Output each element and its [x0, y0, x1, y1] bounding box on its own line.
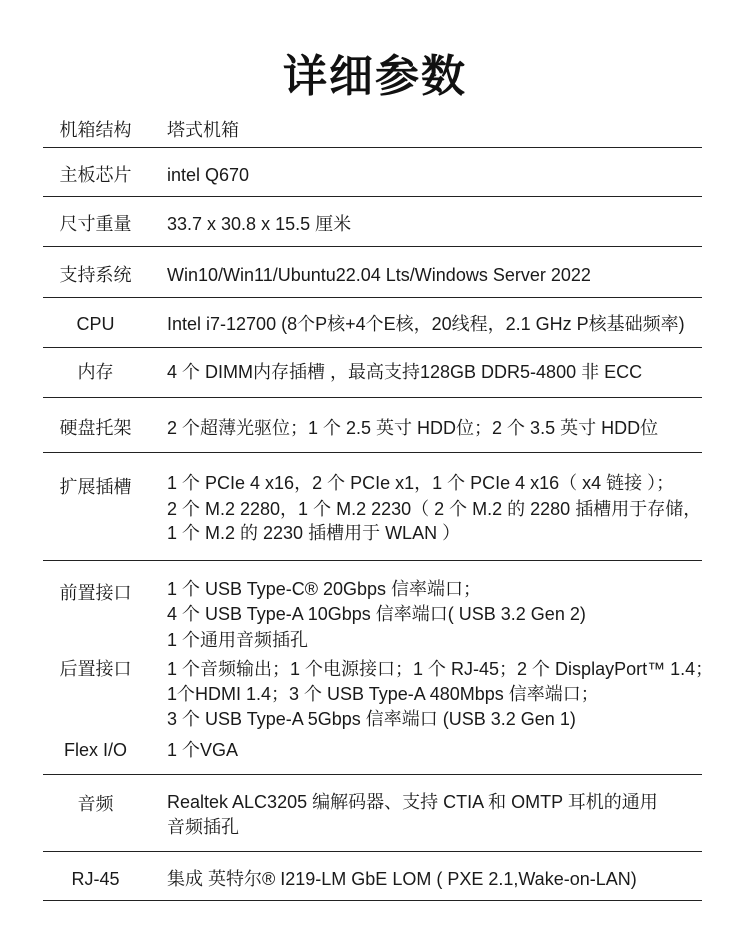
spec-label-rear-ports: 后置接口 — [59, 659, 132, 679]
spec-value-expansion-line: 2 个 M.2 2280，1 个 M.2 2230（ 2 个 M.2 的 2280 插槽用于存储， — [167, 499, 702, 519]
spec-label-flex-io: Flex I/O — [63, 740, 127, 760]
row-divider — [43, 452, 702, 453]
spec-value-rear-ports-line: 3 个 USB Type-A 5Gbps 信率端口 (USB 3.2 Gen 1) — [167, 709, 576, 729]
spec-value-dimensions: 33.7 x 30.8 x 15.5 厘米 — [167, 214, 352, 234]
spec-label-rj45: RJ-45 — [71, 869, 120, 889]
row-divider — [43, 560, 702, 561]
row-divider — [43, 774, 702, 775]
spec-value-audio-line: 音频插孔 — [167, 817, 239, 837]
spec-label-chipset: 主板芯片 — [59, 165, 132, 185]
spec-value-drive-bays: 2 个超薄光驱位；1 个 2.5 英寸 HDD位；2 个 3.5 英寸 HDD位 — [167, 418, 659, 438]
spec-label-expansion-slots: 扩展插槽 — [59, 477, 132, 497]
spec-value-front-ports-line: 1 个 USB Type-C® 20Gbps 信率端口； — [167, 579, 482, 599]
spec-label-cpu: CPU — [76, 314, 115, 334]
row-divider — [43, 246, 702, 247]
spec-label-chassis: 机箱结构 — [59, 120, 132, 140]
spec-value-audio-line: Realtek ALC3205 编解码器、支持 CTIA 和 OMTP 耳机的通用 — [167, 792, 658, 812]
spec-label-os: 支持系统 — [59, 265, 132, 285]
spec-value-rear-ports-line: 1 个音频输出；1 个电源接口；1 个 RJ-45；2 个 DisplayPort™ 1.4； — [167, 659, 714, 679]
spec-label-drive-bays: 硬盘托架 — [59, 418, 132, 438]
spec-value-rear-ports-line: 1个HDMI 1.4；3 个 USB Type-A 480Mbps 信率端口； — [167, 684, 599, 704]
spec-label-front-ports: 前置接口 — [59, 583, 132, 603]
spec-label-memory: 内存 — [77, 362, 114, 382]
page-title: 详细参数 — [283, 52, 467, 101]
spec-value-chipset: intel Q670 — [167, 165, 250, 185]
spec-value-expansion-line: 1 个 M.2 的 2230 插槽用于 WLAN ） — [167, 523, 461, 543]
spec-value-flex-io: 1 个VGA — [167, 740, 239, 760]
row-divider — [43, 297, 702, 298]
spec-value-rj45: 集成 英特尔® I219-LM GbE LOM ( PXE 2.1,Wake-on-LAN) — [167, 869, 637, 889]
spec-value-chassis: 塔式机箱 — [167, 120, 239, 140]
spec-label-dimensions: 尺寸重量 — [59, 214, 132, 234]
spec-label-audio: 音频 — [77, 794, 114, 814]
spec-value-front-ports-line: 1 个通用音频插孔 — [167, 630, 309, 650]
row-divider — [43, 347, 702, 348]
row-divider — [43, 397, 702, 398]
spec-value-os: Win10/Win11/Ubuntu22.04 Lts/Windows Server 2022 — [167, 265, 591, 285]
row-divider — [43, 147, 702, 148]
row-divider — [43, 851, 702, 852]
spec-value-front-ports-line: 4 个 USB Type-A 10Gbps 信率端口( USB 3.2 Gen 2) — [167, 604, 586, 624]
spec-value-memory: 4 个 DIMM内存插槽 ，最高支持128GB DDR5-4800 非 ECC — [167, 362, 643, 382]
spec-value-cpu: Intel i7-12700 (8个P核+4个E核，20线程，2.1 GHz P核基础频率) — [167, 314, 685, 334]
spec-value-expansion-line: 1 个 PCIe 4 x16，2 个 PCIe x1，1 个 PCIe 4 x16（ x4 链接 ）； — [167, 473, 675, 493]
row-divider — [43, 196, 702, 197]
row-divider — [43, 900, 702, 901]
